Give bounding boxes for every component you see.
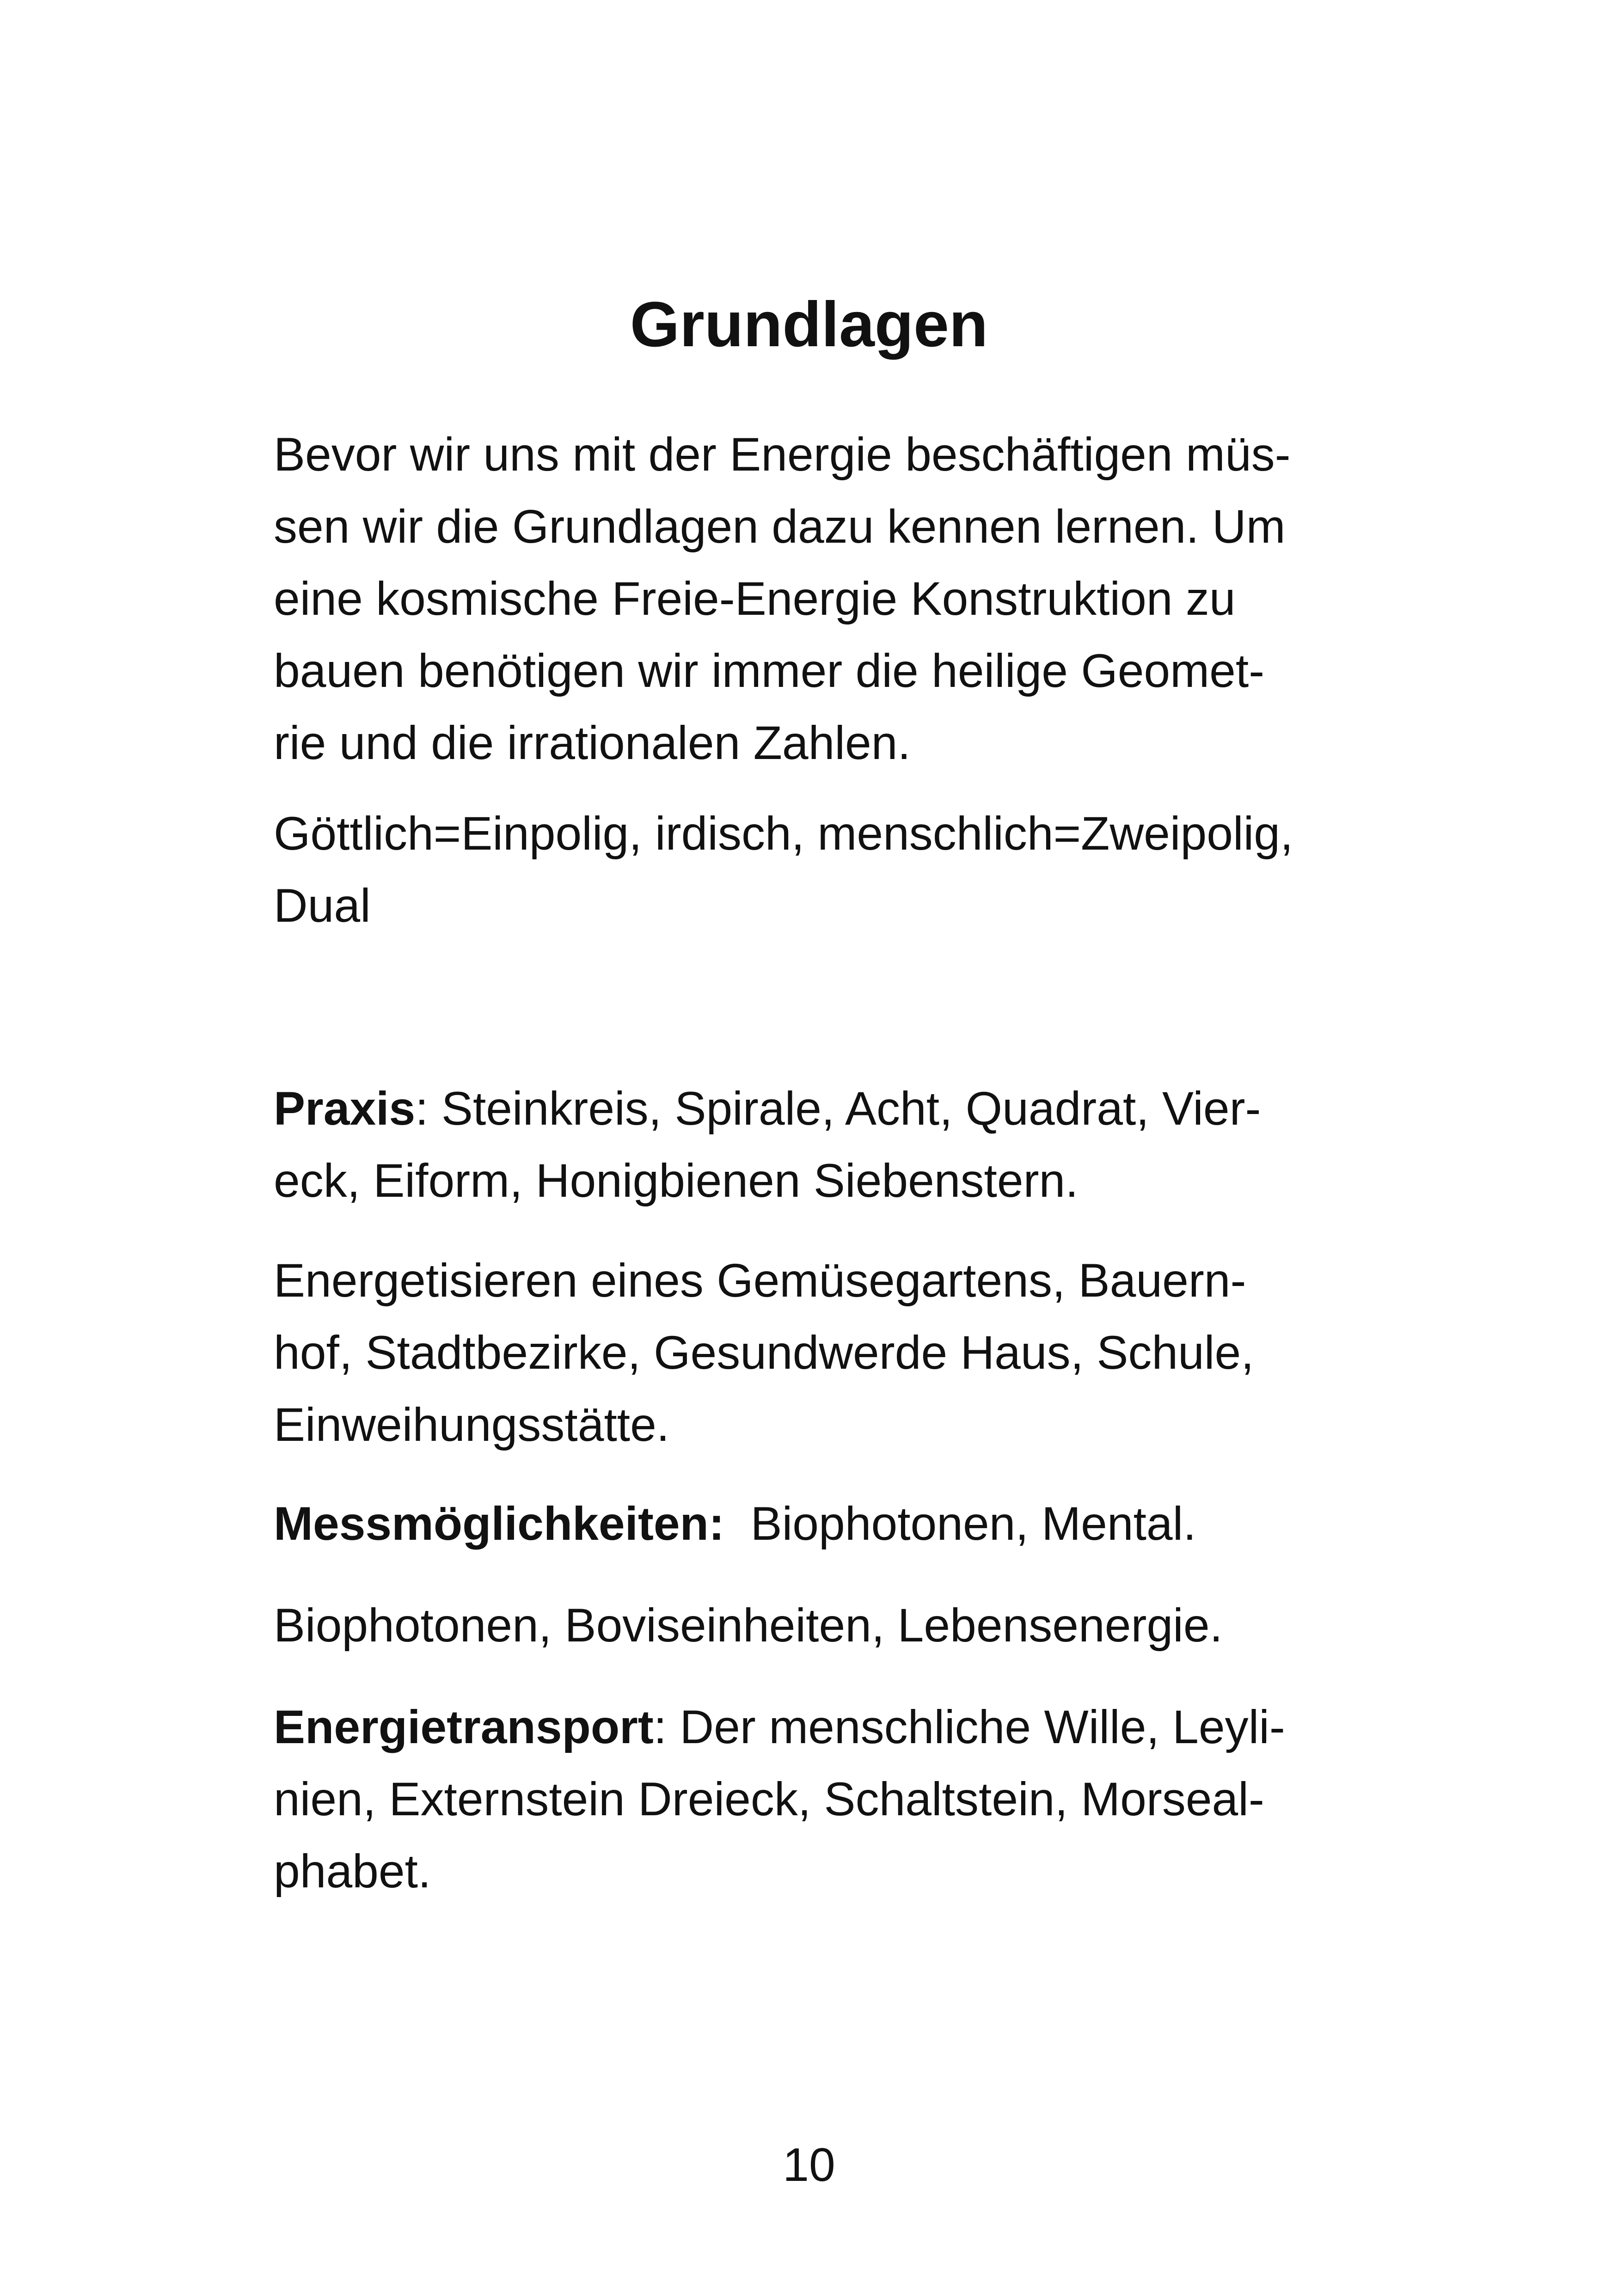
transport-line-1	[274, 1691, 1365, 1763]
transport-label: Energietransport	[274, 1701, 654, 1753]
polarity-line-2: Dual	[274, 879, 371, 932]
intro-paragraph	[274, 418, 1365, 779]
page-number: 10	[783, 2138, 835, 2191]
polarity-line-1: Göttlich=Einpolig, irdisch, menschlich=Zweipolig,	[274, 807, 1293, 860]
praxis-line-2: eck, Eiform, Honigbienen Siebenstern.	[274, 1154, 1079, 1207]
intro-line-3: eine kosmische Freie-Energie Konstruktion zu	[274, 572, 1236, 625]
measure-line	[274, 1488, 1365, 1560]
units-paragraph	[274, 1589, 1365, 1661]
transport-line-1-text: : Der menschliche Wille, Leyli-	[653, 1701, 1285, 1753]
praxis-label: Praxis	[274, 1082, 416, 1135]
transport-line-2: nien, Externstein Dreieck, Schaltstein, Morseal-	[274, 1773, 1264, 1825]
praxis-line-1	[274, 1072, 1365, 1145]
intro-line-4: bauen benötigen wir immer die heilige Geomet-	[274, 644, 1265, 697]
intro-line-5: rie und die irrationalen Zahlen.	[274, 716, 911, 769]
energize-line-3: Einweihungsstätte.	[274, 1398, 670, 1451]
energize-line-1: Energetisieren eines Gemüsegartens, Bauern-	[274, 1254, 1246, 1307]
polarity-paragraph	[274, 797, 1365, 942]
measure-text: Biophotonen, Mental.	[724, 1497, 1196, 1550]
energize-paragraph	[274, 1244, 1365, 1461]
praxis-paragraph	[274, 1072, 1365, 1217]
transport-line-3: phabet.	[274, 1845, 431, 1898]
intro-line-2: sen wir die Grundlagen dazu kennen lernen. Um	[274, 500, 1286, 553]
measure-paragraph	[274, 1488, 1365, 1560]
transport-paragraph	[274, 1691, 1365, 1907]
intro-line-1: Bevor wir uns mit der Energie beschäftigen müs-	[274, 428, 1291, 481]
units-line: Biophotonen, Boviseinheiten, Lebensenergie.	[274, 1599, 1223, 1652]
page-title: Grundlagen	[630, 289, 988, 360]
measure-label: Messmöglichkeiten:	[274, 1497, 724, 1550]
energize-line-2: hof, Stadtbezirke, Gesundwerde Haus, Schule,	[274, 1326, 1254, 1379]
praxis-line-1-text: : Steinkreis, Spirale, Acht, Quadrat, Vier-	[415, 1082, 1261, 1135]
